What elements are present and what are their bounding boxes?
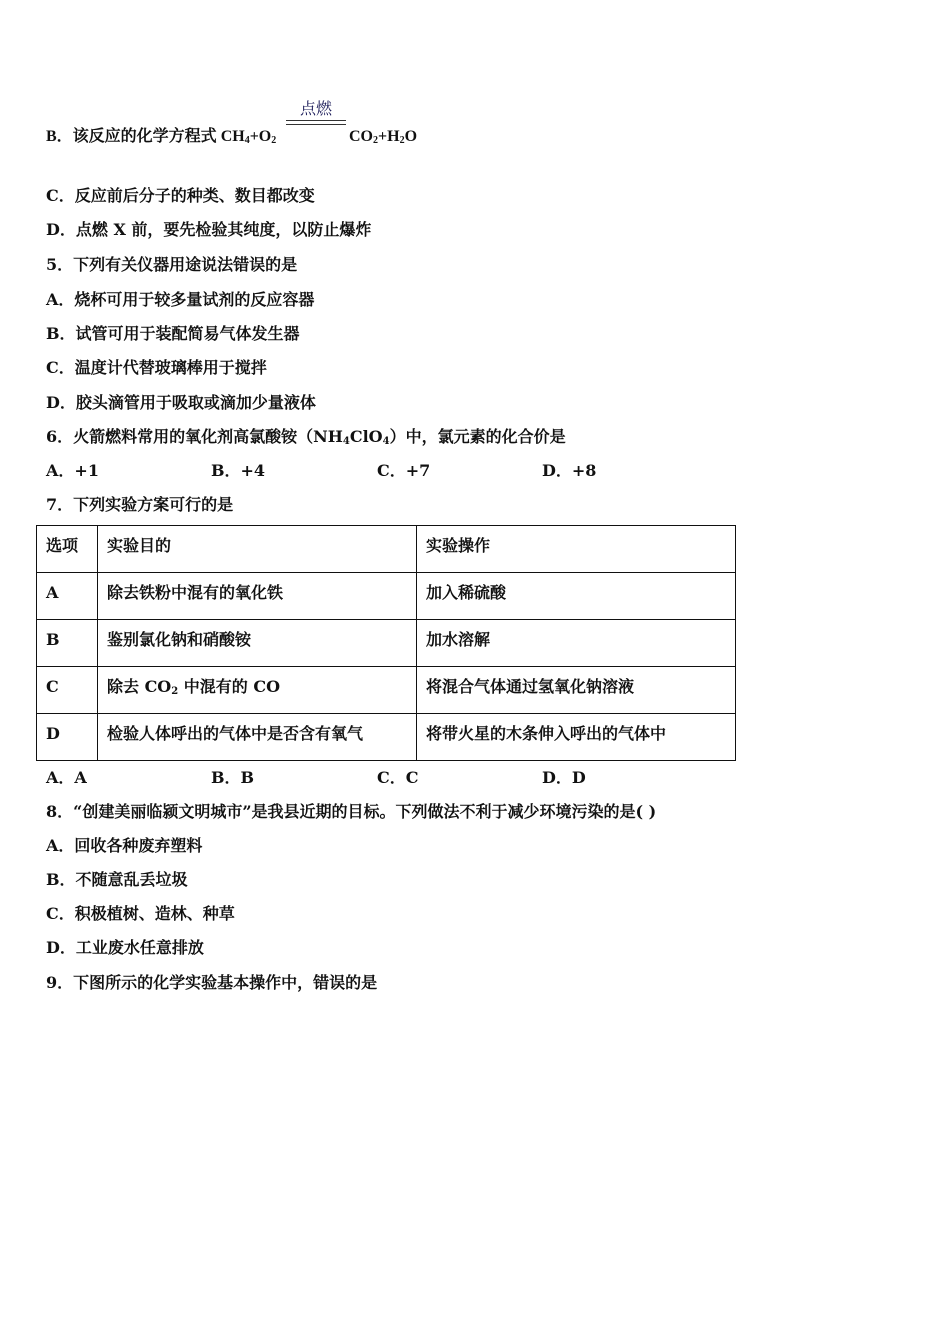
row-option: B — [37, 620, 98, 667]
header-option: 选项 — [37, 526, 98, 573]
q4-option-d: D．点燃 X 前，要先检验其纯度，以防止爆炸 — [46, 220, 372, 239]
table-row — [37, 714, 736, 761]
row-option: D — [37, 714, 98, 761]
reaction-condition: 点燃 — [299, 99, 332, 118]
q7-stem: 7．下列实验方案可行的是 — [46, 495, 234, 514]
q5-option-c: C．温度计代替玻璃棒用于搅拌 — [46, 358, 267, 377]
q7-option-d: D．D — [542, 768, 586, 787]
q8-option-b: B．不随意乱丢垃圾 — [46, 870, 188, 889]
q5-option-a: A．烧杯可用于较多量试剂的反应容器 — [46, 290, 315, 309]
row-purpose: 除去铁粉中混有的氧化铁 — [98, 573, 417, 620]
equation-bar-bottom — [286, 124, 346, 125]
q6-stem: 6．火箭燃料常用的氧化剂高氯酸铵$(NH_4ClO_4)$中，氯元素的化合价是 — [46, 427, 566, 447]
row-purpose: 鉴别氯化钠和硝酸铵 — [98, 620, 417, 667]
q6-option-c: C．+7 — [377, 461, 431, 480]
q4-option-b-prefix: B．该反应的化学方程式 — [46, 128, 221, 145]
formula-ch4: $CH_4+O_2$ — [220, 128, 277, 146]
equation-bar-top — [286, 120, 346, 121]
table-row — [37, 667, 736, 714]
table-row — [37, 573, 736, 620]
q5-option-b: B．试管可用于装配简易气体发生器 — [46, 324, 300, 343]
q6-option-a: A．+1 — [46, 461, 99, 480]
q8-stem: 8．“创建美丽临颍文明城市”是我县近期的目标。下列做法不利于减少环境污染的是( ) — [46, 802, 657, 821]
q8-option-a: A．回收各种废弃塑料 — [46, 836, 203, 855]
q8-option-d: D．工业废水任意排放 — [46, 938, 204, 957]
row-operation: 将带火星的木条伸入呼出的气体中 — [417, 714, 736, 761]
table-header-row — [37, 526, 736, 573]
q4-option-c: C．反应前后分子的种类、数目都改变 — [46, 186, 315, 205]
row-purpose: 检验人体呼出的气体中是否含有氧气 — [98, 714, 417, 761]
q7-option-a: A．A — [46, 768, 87, 787]
q7-option-c: C．C — [377, 768, 419, 787]
row-operation: 加水溶解 — [417, 620, 736, 667]
row-purpose: 除去 $CO_2$ 中混有的 CO — [98, 667, 417, 714]
q4-option-b — [46, 127, 276, 147]
formula-products: $CO_2+H_2O$ — [349, 128, 418, 146]
q5-option-d: D．胶头滴管用于吸取或滴加少量液体 — [46, 393, 316, 412]
q5-stem: 5．下列有关仪器用途说法错误的是 — [46, 255, 298, 274]
row-option: C — [37, 667, 98, 714]
q7-option-b: B．B — [211, 768, 255, 787]
table-row — [37, 620, 736, 667]
header-operation: 实验操作 — [417, 526, 736, 573]
row-operation: 加入稀硫酸 — [417, 573, 736, 620]
q6-option-d: D．+8 — [542, 461, 597, 480]
row-option: A — [37, 573, 98, 620]
header-purpose: 实验目的 — [98, 526, 417, 573]
q7-table — [36, 525, 736, 761]
row-operation: 将混合气体通过氢氧化钠溶液 — [417, 667, 736, 714]
q6-option-b: B．+4 — [211, 461, 266, 480]
q9-stem: 9．下图所示的化学实验基本操作中，错误的是 — [46, 973, 378, 992]
q8-option-c: C．积极植树、造林、种草 — [46, 904, 235, 923]
